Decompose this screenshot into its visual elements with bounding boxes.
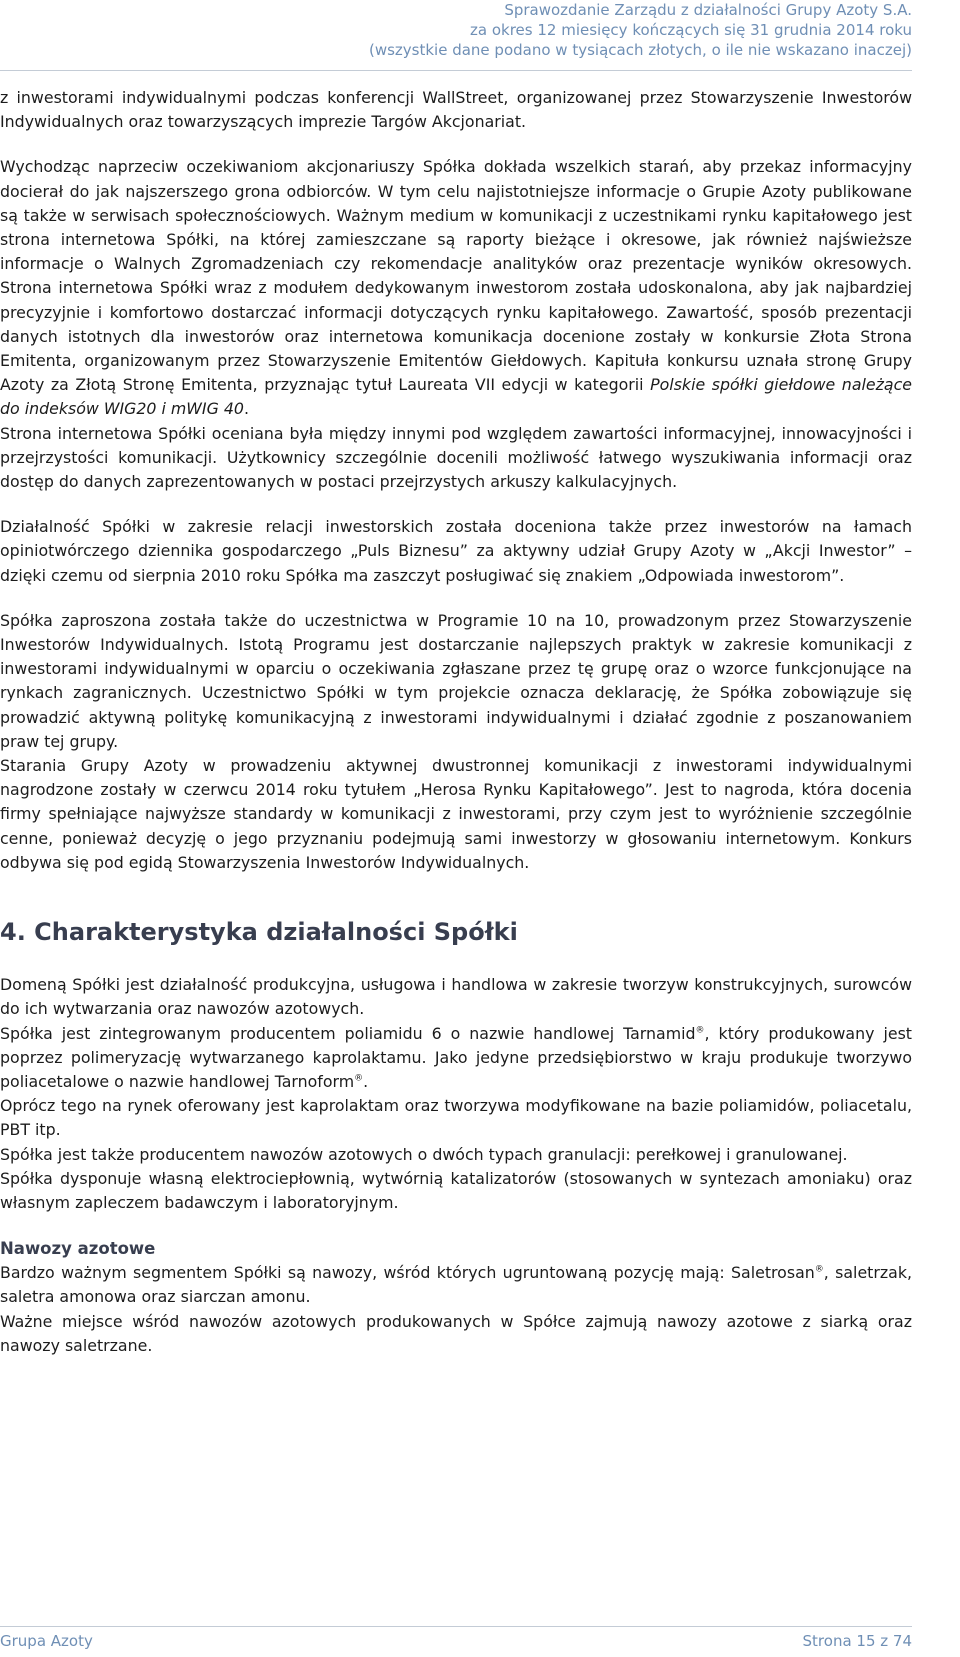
header-divider: [0, 70, 912, 71]
paragraph: Oprócz tego na rynek oferowany jest kaprolaktam oraz tworzywa modyfikowane na bazie poliamidów, poliacetalu, PBT itp.: [0, 1096, 912, 1140]
paragraph: Ważne miejsce wśród nawozów azotowych produkowanych w Spółce zajmują nawozy azotowe z siarką oraz nawozy saletrzane.: [0, 1311, 912, 1355]
paragraph: Domeną Spółki jest działalność produkcyjna, usługowa i handlowa w zakresie tworzyw konstrukcyjnych, surowców do ich wytwarzania oraz nawozów azotowych.: [0, 975, 912, 1019]
paragraph: Starania Grupy Azoty w prowadzeniu aktywnej dwustronnej komunikacji z inwestorami indywidualnymi nagrodzone zostały w czerwcu 2014 roku tytułem „Herosa Rynku Kapitałowego”. Jest to nagroda, która docenia firmy spełniające najwyższe standardy w komunikacji z inwestorami, przy czym jest to wyróżnienie szczególnie cenne, ponieważ decyzję o jego przyznaniu podejmują sami inwestorzy w głosowaniu internetowym. Konkurs odbywa się pod egidą Stowarzyszenia Inwestorów Indywidualnych.: [0, 756, 912, 872]
paragraph: Wychodząc naprzeciw oczekiwaniom akcjonariuszy Spółka dokłada wszelkich starań, aby przekaz informacyjny docierał do jak najszerszego grona odbiorców. W tym celu najistotniejsze informacje o Grupie Azoty publikowane są także w serwisach społecznościowych. Ważnym medium w komunikacji z uczestnikami rynku kapitałowego jest strona internetowa Spółki, na której zamieszczane są raporty bieżące i okresowe, jak również najświeższe informacje o Walnych Zgromadzeniach czy rekomendacje analityków oraz prezentacje wyników okresowych. Strona internetowa Spółki wraz z modułem dedykowanym inwestorom została udoskonalona, aby jak najbardziej precyzyjnie i komfortowo dostarczać informacji dotyczących rynku kapitałowego. Zawartość, sposób prezentacji danych istotnych dla inwestorów oraz internetowa komunikacja docenione zostały w konkursie Złota Strona Emitenta, organizowanym przez Stowarzyszenie Emitentów Giełdowych. Kapituła konkursu uznała stronę Grupy Azoty za Złotą Stronę Emitenta, przyznając tytuł Laureata VII edycji w kategorii Polskie spółki giełdowe należące do indeksów WIG20 i mWIG 40.: [0, 157, 912, 419]
header-title: Sprawozdanie Zarządu z działalności Grupy Azoty S.A.: [504, 1, 912, 19]
paragraph: Strona internetowa Spółki oceniana była między innymi pod względem zawartości informacyjnej, innowacyjności i przejrzystości komunikacji. Użytkownicy szczególnie docenili możliwość łatwego wyszukiwania informacji oraz dostęp do danych zaprezentowanych w postaci przejrzystych arkuszy kalkulacyjnych.: [0, 423, 912, 492]
footer-divider: [0, 1626, 912, 1627]
paragraph: Spółka jest także producentem nawozów azotowych o dwóch typach granulacji: perełkowej i granulowanej.: [0, 1144, 848, 1164]
header-period: za okres 12 miesięcy kończących się 31 grudnia 2014 roku: [470, 21, 912, 39]
header-note: (wszystkie dane podano w tysiącach złotych, o ile nie wskazano inaczej): [368, 41, 912, 59]
document-header: [369, 0, 912, 60]
page-number: Strona 15 z 74: [802, 1632, 912, 1650]
paragraph: Spółka zaproszona została także do uczestnictwa w Programie 10 na 10, prowadzonym przez Stowarzyszenie Inwestorów Indywidualnych. Istotą Programu jest dostarczanie najlepszych praktyk w zakresie komunikacji z inwestorami indywidualnymi w oparciu o oczekiwania zgłaszane przez tę grupę oraz o wzorce funkcjonujące na rynkach zagranicznych. Uczestnictwo Spółki w tym projekcie oznacza deklarację, że Spółka zobowiązuje się prowadzić aktywną politykę komunikacyjną z inwestorami indywidualnymi i działać zgodnie z poszanowaniem praw tej grupy.: [0, 610, 912, 751]
registered-mark: ®: [695, 1025, 705, 1036]
paragraph: Działalność Spółki w zakresie relacji inwestorskich została doceniona także przez inwestorów na łamach opiniotwórczego dziennika gospodarczego „Puls Biznesu” za aktywny udział Grupy Azoty w „Akcji Inwestor” – dzięki czemu od sierpnia 2010 roku Spółka ma zaszczyt posługiwać się znakiem „Odpowiada inwestorom”.: [0, 517, 912, 585]
document-footer: [0, 1632, 912, 1654]
registered-mark: ®: [814, 1264, 824, 1275]
footer-company: Grupa Azoty: [0, 1632, 93, 1650]
registered-mark: ®: [354, 1073, 364, 1084]
paragraph: Spółka jest zintegrowanym producentem poliamidu 6 o nazwie handlowej Tarnamid®, który produkowany jest poprzez polimeryzację wytwarzanego kaprolaktamu. Jako jedyne przedsiębiorstwo w kraju produkuje tworzywo poliacetalowe o nazwie handlowej Tarnoform®.: [0, 1023, 912, 1091]
subsection-heading: Nawozy azotowe: [0, 1239, 156, 1259]
award-category: Polskie spółki giełdowe należące do indeksów WIG20 i mWIG 40: [0, 375, 912, 419]
section-heading: 4. Charakterystyka działalności Spółki: [0, 918, 518, 947]
paragraph: z inwestorami indywidualnymi podczas konferencji WallStreet, organizowanej przez Stowarzyszenie Inwestorów Indywidualnych oraz towarzyszących imprezie Targów Akcjonariat.: [0, 88, 912, 132]
paragraph: Spółka dysponuje własną elektrociepłownią, wytwórnią katalizatorów (stosowanych w syntezach amoniaku) oraz własnym zapleczem badawczym i laboratoryjnym.: [0, 1168, 912, 1212]
paragraph: Bardzo ważnym segmentem Spółki są nawozy, wśród których ugruntowaną pozycję mają: Saletrosan®, saletrzak, saletra amonowa oraz siarczan amonu.: [0, 1263, 912, 1307]
page-content: [0, 86, 912, 1358]
